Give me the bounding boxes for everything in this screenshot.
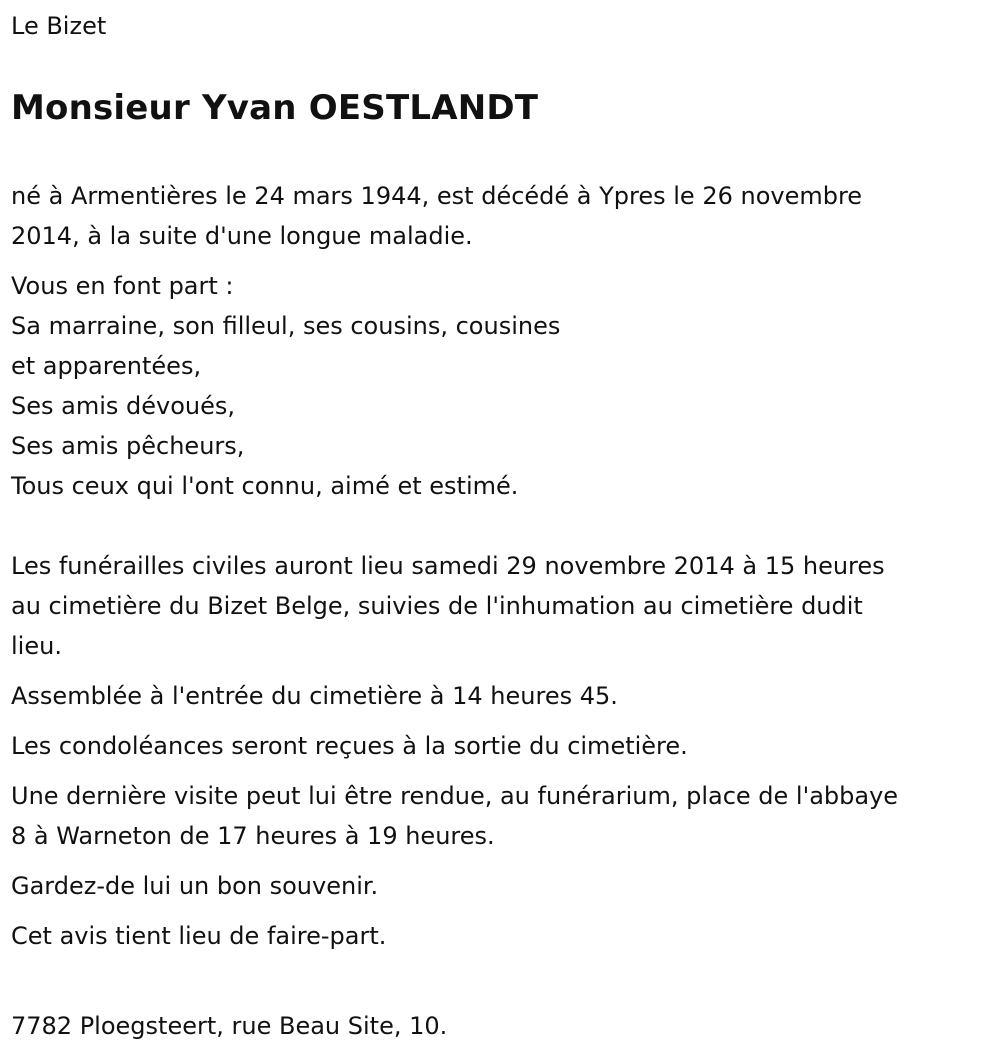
announcer-line: Tous ceux qui l'ont connu, aimé et estimé. [11,472,519,500]
address-paragraph: 7782 Ploegsteert, rue Beau Site, 10. [11,1012,448,1040]
funeral-line: au cimetière du Bizet Belge, suivies de l'inhumation au cimetière dudit [11,592,863,620]
assembly-paragraph: Assemblée à l'entrée du cimetière à 14 heures 45. [11,682,618,710]
page-title: Monsieur Yvan OESTLANDT [11,88,539,128]
visit-paragraph [11,776,992,856]
spacer [11,506,992,546]
notice-paragraph: Cet avis tient lieu de faire-part. [11,922,387,950]
announcers-block [11,266,992,506]
condolences-paragraph: Les condoléances seront reçues à la sortie du cimetière. [11,732,688,760]
intro-line: 2014, à la suite d'une longue maladie. [11,222,473,250]
funeral-line: lieu. [11,632,62,660]
announcer-line: Ses amis dévoués, [11,392,236,420]
announcers-heading: Vous en font part : [11,272,234,300]
announcer-line: et apparentées, [11,352,202,380]
intro-line: né à Armentières le 24 mars 1944, est décédé à Ypres le 26 novembre [11,182,863,210]
visit-line: Une dernière visite peut lui être rendue, au funérarium, place de l'abbaye [11,782,899,810]
intro-paragraph [11,176,992,256]
announcer-line: Sa marraine, son filleul, ses cousins, cousines [11,312,561,340]
spacer [11,966,992,1006]
funeral-paragraph [11,546,992,666]
location-label: Le Bizet [11,12,107,40]
visit-line: 8 à Warneton de 17 heures à 19 heures. [11,822,495,850]
funeral-line: Les funérailles civiles auront lieu samedi 29 novembre 2014 à 15 heures [11,552,885,580]
announcer-line: Ses amis pêcheurs, [11,432,245,460]
remember-paragraph: Gardez-de lui un bon souvenir. [11,872,379,900]
